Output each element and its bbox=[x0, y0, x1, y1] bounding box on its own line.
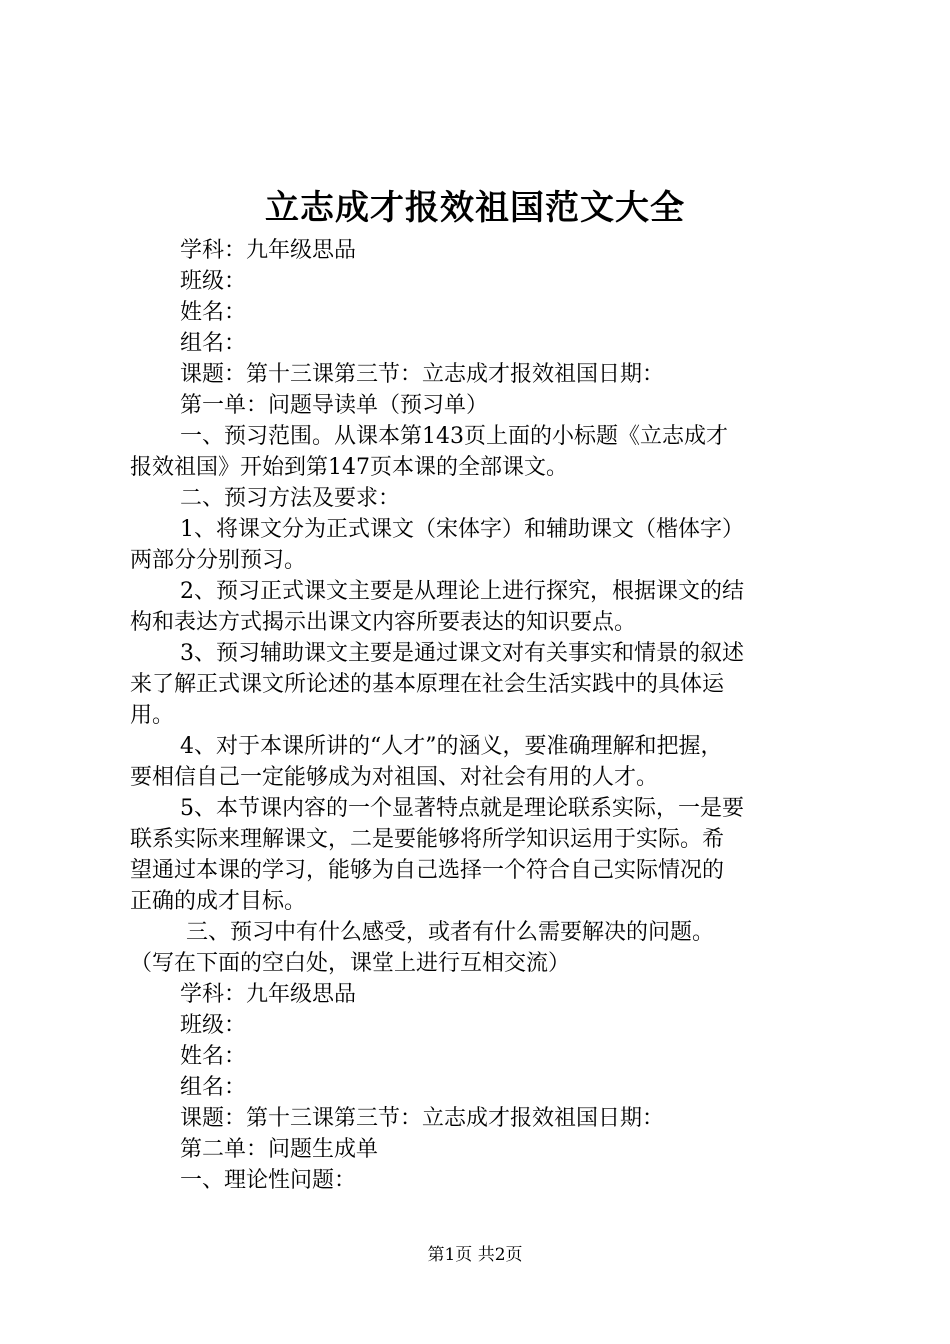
section-2-heading: 二、预习方法及要求： bbox=[180, 486, 401, 511]
item-5-line-1: 5、本节课内容的一个显著特点就是理论联系实际，一是要 bbox=[180, 796, 744, 821]
document-body bbox=[130, 235, 830, 1196]
topic-line: 课题：第十三课第三节：立志成才报效祖国日期： bbox=[180, 362, 665, 387]
item-2-line-2: 构和表达方式揭示出课文内容所要表达的知识要点。 bbox=[130, 610, 637, 635]
theory-questions-heading: 一、理论性问题： bbox=[180, 1168, 357, 1193]
document-title: 立志成才报效祖国范文大全 bbox=[265, 188, 685, 228]
item-1-line-1: 1、将课文分为正式课文（宋体字）和辅助课文（楷体字） bbox=[180, 517, 744, 542]
section-3-line-2: （写在下面的空白处，课堂上进行互相交流） bbox=[130, 951, 571, 976]
topic-line-2: 课题：第十三课第三节：立志成才报效祖国日期： bbox=[180, 1106, 665, 1131]
section-1-line-2: 报效祖国》开始到第147页本课的全部课文。 bbox=[130, 455, 568, 480]
item-3-line-1: 3、预习辅助课文主要是通过课文对有关事实和情景的叙述 bbox=[180, 641, 744, 666]
class-line: 班级： bbox=[180, 269, 247, 294]
section-3-line-1: 三、预习中有什么感受，或者有什么需要解决的问题。 bbox=[186, 920, 715, 945]
name-line: 姓名： bbox=[180, 300, 247, 325]
name-line-2: 姓名： bbox=[180, 1044, 247, 1069]
item-5-line-2: 联系实际来理解课文，二是要能够将所学知识运用于实际。希 bbox=[130, 827, 725, 852]
item-4-line-1: 4、对于本课所讲的“人才”的涵义，要准确理解和把握， bbox=[180, 734, 723, 759]
subject-line: 学科：九年级思品 bbox=[180, 238, 357, 263]
page-footer: 第1页 共2页 bbox=[427, 1245, 523, 1265]
unit-heading-2: 第二单：问题生成单 bbox=[180, 1137, 379, 1162]
item-5-line-4: 正确的成才目标。 bbox=[130, 889, 307, 914]
group-line: 组名： bbox=[180, 331, 247, 356]
group-line-2: 组名： bbox=[180, 1075, 247, 1100]
class-line-2: 班级： bbox=[180, 1013, 247, 1038]
item-4-line-2: 要相信自己一定能够成为对祖国、对社会有用的人才。 bbox=[130, 765, 659, 790]
item-5-line-3: 望通过本课的学习，能够为自己选择一个符合自己实际情况的 bbox=[130, 858, 725, 883]
item-1-line-2: 两部分分别预习。 bbox=[130, 548, 307, 573]
section-1-line-1: 一、预习范围。从课本第143页上面的小标题《立志成才 bbox=[180, 424, 728, 449]
unit-heading: 第一单：问题导读单（预习单） bbox=[180, 393, 489, 418]
item-2-line-1: 2、预习正式课文主要是从理论上进行探究，根据课文的结 bbox=[180, 579, 744, 604]
subject-line-2: 学科：九年级思品 bbox=[180, 982, 357, 1007]
item-3-line-2: 来了解正式课文所论述的基本原理在社会生活实践中的具体运 bbox=[130, 672, 725, 697]
item-3-line-3: 用。 bbox=[130, 703, 175, 728]
